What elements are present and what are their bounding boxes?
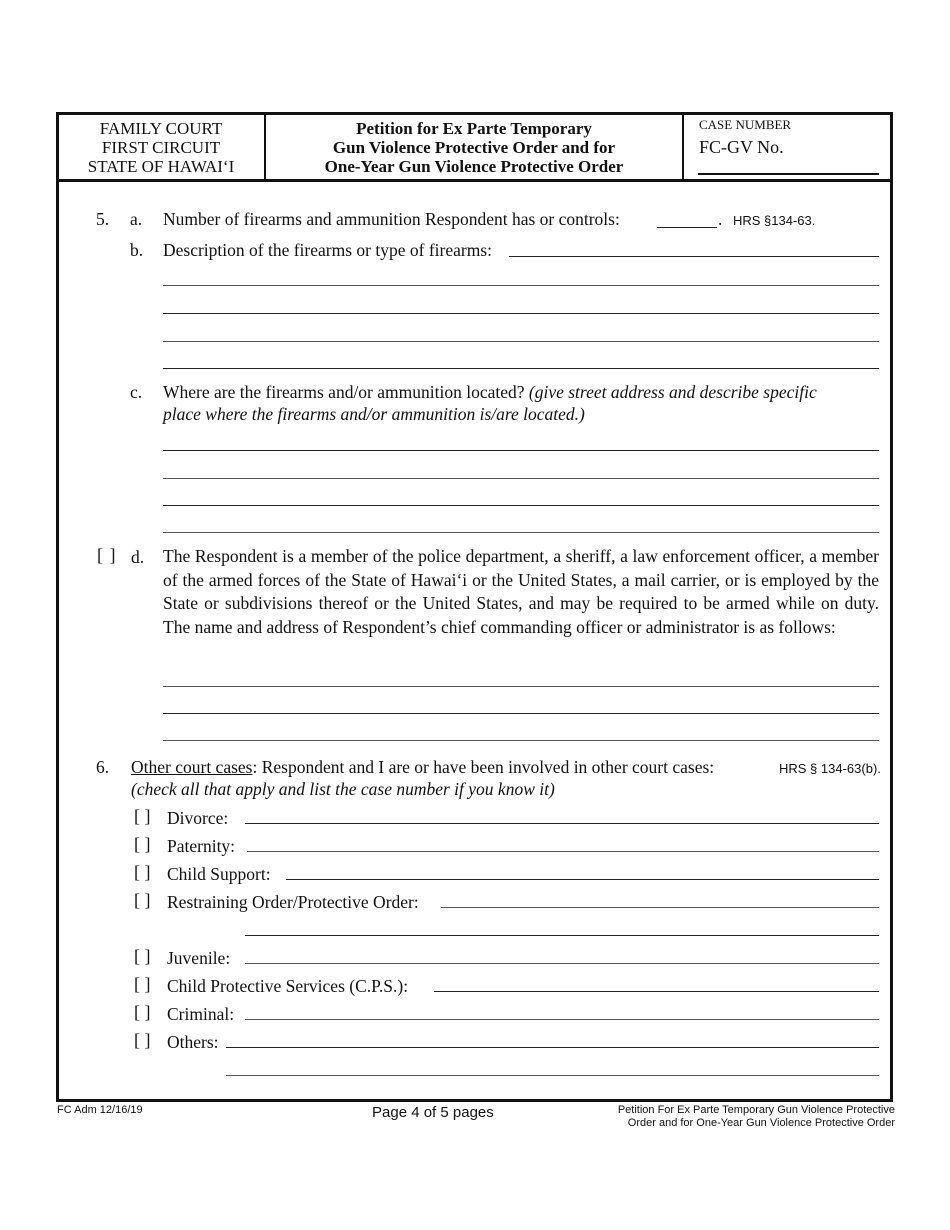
case-number-label: CASE NUMBER — [699, 117, 792, 132]
criminal-label: Criminal: — [167, 1004, 235, 1024]
juvenile-label: Juvenile: — [167, 948, 231, 968]
firearm-location-field[interactable] — [163, 450, 879, 451]
restraining-order-field[interactable] — [245, 935, 879, 936]
footer-title-line: Order and for One-Year Gun Violence Protective Order — [627, 1117, 895, 1129]
divorce-field[interactable] — [245, 823, 879, 824]
firearm-description-field[interactable] — [163, 313, 879, 314]
divorce-label: Divorce: — [167, 808, 229, 828]
criminal-field[interactable] — [245, 1019, 879, 1020]
item-6-heading-rest: : Respondent and I are or have been involved in other court cases: — [252, 757, 715, 777]
item-5b-label: b. — [130, 240, 144, 260]
commanding-officer-field[interactable] — [163, 713, 879, 714]
item-5-number: 5. — [96, 209, 110, 229]
item-5b-text: Description of the firearms or type of firearms: — [163, 240, 492, 260]
others-label: Others: — [167, 1032, 219, 1052]
form-id: FC Adm 12/16/19 — [57, 1104, 143, 1116]
title-line: One-Year Gun Violence Protective Order — [324, 157, 624, 176]
court-line: FAMILY COURT — [99, 119, 223, 138]
court-name — [60, 119, 262, 176]
item-6-reference: HRS § 134-63(b). — [779, 761, 881, 776]
item-6-instruction: (check all that apply and list the case number if you know it) — [131, 779, 555, 799]
item-5d-checkbox[interactable]: [ ] — [97, 545, 116, 565]
item-5c-instruction: (give street address and describe specific — [528, 382, 817, 402]
case-number-prefix: FC-GV No. — [699, 137, 784, 157]
cps-checkbox[interactable]: [ ] — [134, 974, 151, 994]
firearm-location-field[interactable] — [163, 478, 879, 479]
case-number-field[interactable] — [698, 173, 879, 175]
firearm-description-field[interactable] — [163, 341, 879, 342]
item-5a-label: a. — [130, 209, 143, 229]
firearm-description-field[interactable] — [163, 285, 879, 286]
criminal-checkbox[interactable]: [ ] — [134, 1002, 151, 1022]
juvenile-checkbox[interactable]: [ ] — [134, 946, 151, 966]
restraining-order-field[interactable] — [441, 907, 879, 908]
header-column-divider — [682, 115, 684, 179]
header-column-divider — [264, 115, 266, 179]
title-line: Petition for Ex Parte Temporary — [356, 119, 592, 138]
firearm-location-field[interactable] — [163, 532, 879, 533]
firearm-count-field[interactable] — [657, 227, 717, 228]
paternity-checkbox[interactable]: [ ] — [134, 834, 151, 854]
commanding-officer-field[interactable] — [163, 740, 879, 741]
item-5c-text — [163, 382, 817, 402]
page-number: Page 4 of 5 pages — [372, 1104, 494, 1121]
footer-title — [560, 1104, 895, 1130]
item-5a-period: . — [718, 209, 723, 229]
paternity-label: Paternity: — [167, 836, 236, 856]
restraining-order-label: Restraining Order/Protective Order: — [167, 892, 419, 912]
others-checkbox[interactable]: [ ] — [134, 1030, 151, 1050]
commanding-officer-field[interactable] — [163, 686, 879, 687]
cps-field[interactable] — [434, 991, 879, 992]
header-divider — [56, 179, 893, 182]
firearm-location-field[interactable] — [163, 505, 879, 506]
child-support-checkbox[interactable]: [ ] — [134, 862, 151, 882]
paternity-field[interactable] — [247, 851, 879, 852]
item-6-number: 6. — [96, 757, 110, 777]
item-5d-text: The Respondent is a member of the police department, a sheriff, a law enforcement officer, a member of the armed forces of the State of Hawai‘i or the United States, a mail carrier, or is employed by the State or subdivisions thereof or the United States, and may be required to be armed while on duty. The name and address of Respondent’s chief commanding officer or administrator is as follows: — [163, 546, 879, 637]
item-5c-question: Where are the firearms and/or ammunition located? — [163, 382, 525, 402]
juvenile-field[interactable] — [245, 963, 879, 964]
child-support-label: Child Support: — [167, 864, 271, 884]
others-field[interactable] — [226, 1047, 879, 1048]
others-field[interactable] — [226, 1075, 879, 1076]
item-5c-instruction-cont: place where the firearms and/or ammunition is/are located.) — [163, 404, 585, 424]
cps-label: Child Protective Services (C.P.S.): — [167, 976, 409, 996]
firearm-description-field[interactable] — [509, 256, 879, 257]
title-line: Gun Violence Protective Order and for — [332, 138, 616, 157]
firearm-description-field[interactable] — [163, 368, 879, 369]
item-6-heading-underlined: Other court cases — [131, 757, 253, 777]
item-5c-label: c. — [130, 382, 143, 402]
form-title — [268, 119, 680, 176]
child-support-field[interactable] — [286, 879, 879, 880]
court-line: STATE OF HAWAI‘I — [87, 157, 235, 176]
restraining-order-checkbox[interactable]: [ ] — [134, 890, 151, 910]
item-5d-label: d. — [131, 547, 145, 567]
footer-title-line: Petition For Ex Parte Temporary Gun Violence Protective — [617, 1104, 895, 1116]
item-5a-reference: HRS §134-63. — [733, 213, 816, 228]
item-5a-text: Number of firearms and ammunition Respondent has or controls: — [163, 209, 620, 229]
court-line: FIRST CIRCUIT — [101, 138, 221, 157]
item-6-heading — [131, 757, 714, 777]
divorce-checkbox[interactable]: [ ] — [134, 806, 151, 826]
